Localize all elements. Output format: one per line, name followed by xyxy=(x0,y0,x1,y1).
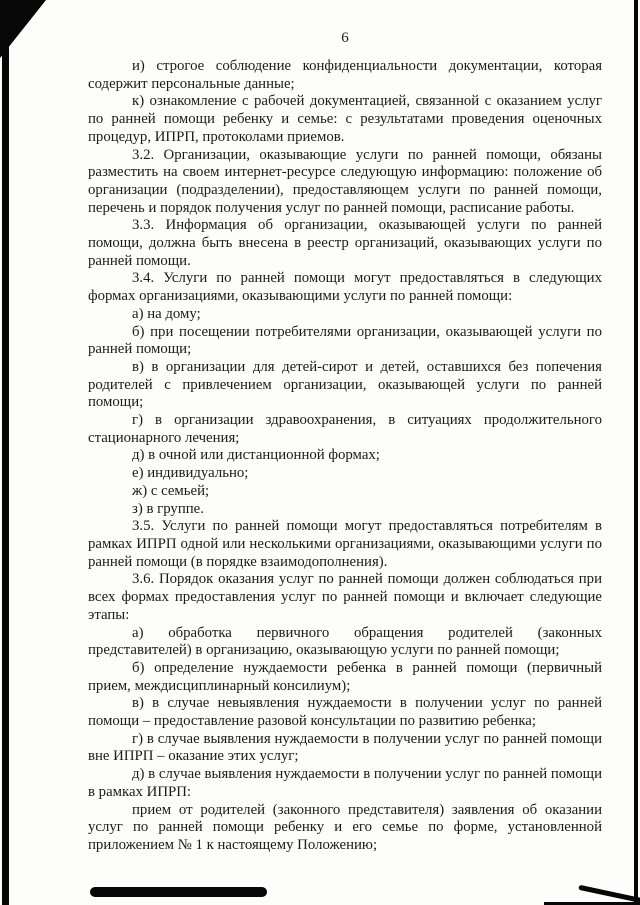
list-item-g: г) в организации здравоохранения, в ситуациях продолжительного стационарного лечения; xyxy=(88,412,602,446)
list-item-d: д) в очной или дистанционной формах; xyxy=(132,447,380,464)
paragraph-3-3: 3.3. Информация об организации, оказывающей услуги по ранней помощи, должна быть внесена в реестр организаций, оказывающих услуги по ранней помощи. xyxy=(88,217,602,269)
paragraph-i: и) строгое соблюдение конфиденциальности документации, которая содержит персональные данные; xyxy=(88,58,602,92)
stage-item-a: а) обработка первичного обращения родителей (законных представителей) в организацию, оказывающую услуги по ранней помощи; xyxy=(88,624,602,659)
stage-item-v: в) в случае невыявления нуждаемости в получении услуг по ранней помощи – предоставление разовой консультации по развитию ребенка; xyxy=(88,695,602,730)
paragraph-3-4: 3.4. Услуги по ранней помощи могут предоставляться в следующих формах организациями, оказывающими услуги по ранней помощи: xyxy=(88,270,602,305)
paragraph-3-5: 3.5. Услуги по ранней помощи могут предоставляться потребителям в рамках ИПРП одной или несколькими организациями, оказывающими услуги по ранней помощи (в порядке взаимодополнения). xyxy=(88,518,602,570)
paragraph-k: к) ознакомление с рабочей документацией, связанной с оказанием услуг по ранней помощи ребенку и семье: с результатами проведения оценочных процедур, ИПРП, протоколами приемов. xyxy=(88,93,602,145)
document-body xyxy=(88,58,602,855)
list-item-b: б) при посещении потребителями организации, оказывающей услуги по ранней помощи; xyxy=(88,323,602,358)
page-number: 6 xyxy=(341,30,349,46)
scan-artifact-bottom-bar xyxy=(90,887,267,897)
stage-item-d: д) в случае выявления нуждаемости в получении услуг по ранней помощи в рамках ИПРП: xyxy=(88,766,602,800)
list-item-e: е) индивидуально; xyxy=(132,465,249,482)
paragraph-priem: прием от родителей (законного представителя) заявления об оказании услуг по ранней помощи ребенку и его семье по форме, установленной приложением № 1 к настоящему Положению; xyxy=(88,801,602,853)
list-item-a: а) на дому; xyxy=(132,305,201,322)
stage-item-b: б) определение нуждаемости ребенка в ранней помощи (первичный прием, междисциплинарный консилиум); xyxy=(88,659,602,694)
list-item-z: з) в группе. xyxy=(132,500,204,517)
paragraph-3-2: 3.2. Организации, оказывающие услуги по ранней помощи, обязаны разместить на своем интернет-ресурсе следующую информацию: положение об организации (подразделении), предоставляющем услуги по ранней помощи, перечень и порядок получения услуг по ранней помощи, расписание работы. xyxy=(88,146,602,216)
paragraph-3-6: 3.6. Порядок оказания услуг по ранней помощи должен соблюдаться при всех формах предоставления услуг по ранней помощи и включает следующие этапы: xyxy=(88,571,602,623)
scan-artifact-right-edge xyxy=(634,0,638,905)
list-item-zh: ж) с семьей; xyxy=(132,482,210,499)
scan-artifact-left-edge xyxy=(2,0,9,905)
list-item-v: в) в организации для детей-сирот и детей, оставшихся без попечения родителей с привлечением организации, оказывающей услуги по ранней помощи; xyxy=(88,358,602,411)
stage-item-g: г) в случае выявления нуждаемости в получении услуг по ранней помощи вне ИПРП – оказание этих услуг; xyxy=(88,730,602,765)
